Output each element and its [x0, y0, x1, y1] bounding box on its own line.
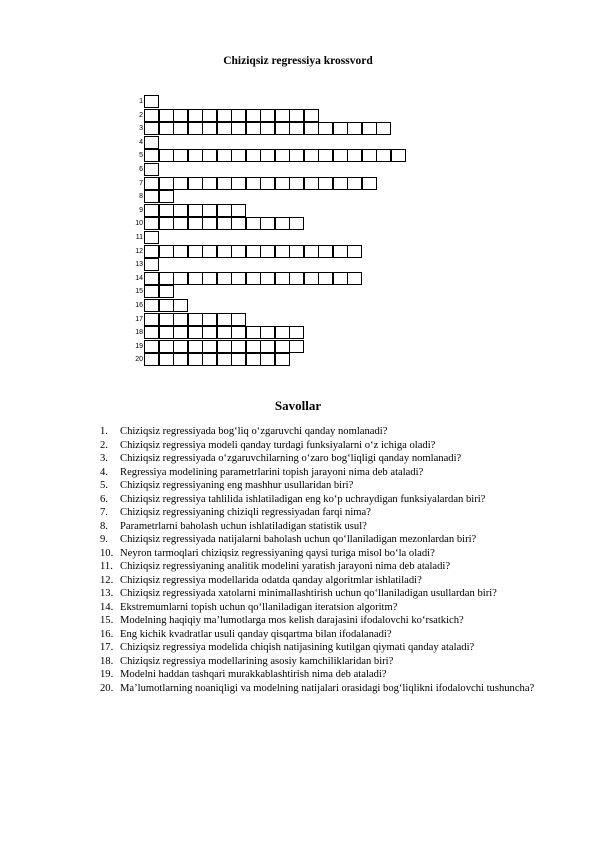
crossword-cell[interactable] [275, 149, 290, 162]
crossword-cell[interactable] [144, 340, 159, 353]
crossword-cell[interactable] [217, 326, 232, 339]
crossword-row-number: 3 [139, 125, 143, 133]
crossword-cell[interactable] [289, 149, 304, 162]
crossword-cell[interactable] [159, 217, 174, 230]
crossword-cell[interactable] [144, 190, 159, 203]
crossword-cell[interactable] [144, 163, 159, 176]
crossword-cell[interactable] [144, 285, 159, 298]
question-item [100, 506, 570, 520]
question-item [100, 520, 570, 534]
crossword-cell[interactable] [231, 109, 246, 122]
crossword-cell[interactable] [289, 122, 304, 135]
crossword-row-number: 12 [135, 247, 143, 255]
question-item [100, 425, 570, 439]
question-number: 11. [100, 561, 113, 572]
crossword-cell[interactable] [231, 340, 246, 353]
question-number: 8. [100, 520, 108, 532]
crossword-cell[interactable] [318, 177, 333, 190]
crossword-cell[interactable] [217, 245, 232, 258]
crossword-cell[interactable] [260, 245, 275, 258]
crossword-cell[interactable] [202, 326, 217, 339]
crossword-cell[interactable] [304, 149, 319, 162]
crossword-cell[interactable] [188, 326, 203, 339]
question-number: 1. [100, 426, 108, 437]
crossword-cell[interactable] [275, 109, 290, 122]
crossword-cell[interactable] [362, 122, 377, 135]
question-text: Chiziqsiz regressiyaning analitik modelini yaratish jarayoni nima deb ataladi? [120, 561, 451, 572]
crossword-cell[interactable] [362, 149, 377, 162]
crossword-cell[interactable] [188, 109, 203, 122]
crossword-cell[interactable] [246, 109, 261, 122]
crossword-cell[interactable] [231, 272, 246, 285]
crossword-cell[interactable] [144, 217, 159, 230]
crossword-cell[interactable] [202, 217, 217, 230]
crossword-cell[interactable] [173, 340, 188, 353]
crossword-cell[interactable] [362, 177, 377, 190]
question-item [100, 479, 570, 493]
question-text: Ekstremumlarni topish uchun qo‘llaniladigan iteratsion algoritm? [120, 601, 398, 613]
crossword-cell[interactable] [173, 217, 188, 230]
crossword-cell[interactable] [202, 204, 217, 217]
crossword-cell[interactable] [231, 313, 246, 326]
question-number: 16. [100, 628, 114, 640]
crossword-cell[interactable] [173, 245, 188, 258]
question-item [100, 574, 570, 588]
crossword-row-number: 13 [135, 261, 143, 269]
crossword-row-number: 20 [135, 356, 143, 364]
crossword-cell[interactable] [217, 109, 232, 122]
question-text: Chiziqsiz regressiyada bog‘liq o‘zgaruvchi qanday nomlanadi? [120, 426, 388, 437]
crossword-cell[interactable] [202, 272, 217, 285]
crossword-cell[interactable] [217, 272, 232, 285]
crossword-cell[interactable] [159, 245, 174, 258]
crossword-row-number: 2 [139, 111, 143, 119]
crossword-cell[interactable] [217, 313, 232, 326]
crossword-cell[interactable] [289, 326, 304, 339]
crossword-cell[interactable] [275, 245, 290, 258]
crossword-cell[interactable] [173, 326, 188, 339]
questions-list [100, 425, 570, 695]
crossword-cell[interactable] [144, 326, 159, 339]
crossword-cell[interactable] [173, 122, 188, 135]
question-number: 12. [100, 574, 114, 586]
crossword-cell[interactable] [289, 340, 304, 353]
question-text: Chiziqsiz regressiya modeli qanday turdagi funksiyalarni o‘z ichiga oladi? [120, 439, 436, 451]
question-number: 20. [100, 682, 114, 694]
crossword-cell[interactable] [231, 177, 246, 190]
crossword-cell[interactable] [246, 245, 261, 258]
crossword-cell[interactable] [173, 177, 188, 190]
crossword-cell[interactable] [289, 177, 304, 190]
crossword-cell[interactable] [159, 177, 174, 190]
crossword-cell[interactable] [159, 272, 174, 285]
question-number: 19. [100, 669, 114, 680]
crossword-cell[interactable] [173, 204, 188, 217]
question-number: 6. [100, 493, 108, 505]
crossword-cell[interactable] [173, 299, 188, 312]
crossword-cell[interactable] [347, 149, 362, 162]
crossword-cell[interactable] [391, 149, 406, 162]
crossword-row-number: 7 [139, 179, 143, 187]
crossword-cell[interactable] [246, 122, 261, 135]
crossword-cell[interactable] [289, 109, 304, 122]
question-item [100, 587, 570, 601]
crossword-cell[interactable] [304, 177, 319, 190]
page-title: Chiziqsiz regressiya krossvord [223, 55, 373, 67]
question-text: Ma’lumotlarning noaniqligi va modelning natijalari orasidagi bog‘liqlikni ifodalovchi tushuncha? [120, 682, 535, 694]
question-item [100, 533, 570, 547]
crossword-cell[interactable] [173, 109, 188, 122]
crossword-cell[interactable] [159, 326, 174, 339]
question-text: Regressiya modelining parametrlarini topish jarayoni nima deb ataladi? [120, 466, 424, 478]
crossword-cell[interactable] [217, 122, 232, 135]
crossword-cell[interactable] [217, 149, 232, 162]
crossword-cell[interactable] [159, 285, 174, 298]
crossword-cell[interactable] [275, 122, 290, 135]
crossword-cell[interactable] [318, 272, 333, 285]
crossword-cell[interactable] [202, 245, 217, 258]
question-text: Chiziqsiz regressiyada o‘zgaruvchilarning o‘zaro bog‘liqligi qanday nomlanadi? [120, 453, 462, 464]
crossword-cell[interactable] [188, 353, 203, 366]
crossword-cell[interactable] [217, 204, 232, 217]
crossword-row-number: 9 [139, 206, 143, 214]
crossword-cell[interactable] [260, 109, 275, 122]
question-text: Modelni haddan tashqari murakkablashtirish nima deb ataladi? [120, 669, 387, 680]
crossword-cell[interactable] [159, 353, 174, 366]
crossword-cell[interactable] [202, 177, 217, 190]
crossword-row-number: 10 [135, 220, 143, 228]
question-item [100, 493, 570, 507]
crossword-cell[interactable] [144, 177, 159, 190]
question-text: Chiziqsiz regressiyada xatolarni minimallashtirish uchun qo‘llaniladigan usullardan biri? [120, 588, 497, 599]
crossword-cell[interactable] [246, 177, 261, 190]
crossword-cell[interactable] [376, 149, 391, 162]
crossword-row-number: 16 [135, 302, 143, 309]
crossword-cell[interactable] [144, 272, 159, 285]
question-text: Neyron tarmoqlari chiziqsiz regressiyaning qaysi turiga misol bo‘la oladi? [120, 547, 435, 559]
crossword-cell[interactable] [217, 217, 232, 230]
crossword-cell[interactable] [304, 245, 319, 258]
question-item [100, 655, 570, 669]
crossword-row-number: 1 [139, 98, 143, 105]
question-text: Parametrlarni baholash uchun ishlatiladigan statistik usul? [120, 520, 367, 532]
crossword-cell[interactable] [260, 149, 275, 162]
crossword-cell[interactable] [260, 326, 275, 339]
crossword-cell[interactable] [260, 217, 275, 230]
crossword-row-number: 14 [135, 274, 143, 282]
crossword-cell[interactable] [260, 122, 275, 135]
crossword-cell[interactable] [246, 217, 261, 230]
crossword-cell[interactable] [231, 326, 246, 339]
crossword-cell[interactable] [159, 340, 174, 353]
crossword-cell[interactable] [275, 272, 290, 285]
question-number: 14. [100, 601, 114, 613]
crossword-cell[interactable] [246, 353, 261, 366]
crossword-cell[interactable] [188, 272, 203, 285]
question-number: 17. [100, 642, 114, 653]
question-text: Chiziqsiz regressiya tahlilida ishlatiladigan eng ko‘p uchraydigan funksiyalardan biri? [120, 493, 486, 505]
question-item [100, 439, 570, 453]
crossword-cell[interactable] [260, 272, 275, 285]
crossword-cell[interactable] [231, 149, 246, 162]
crossword-row-number: 15 [135, 288, 143, 296]
question-item [100, 668, 570, 682]
crossword-cell[interactable] [275, 353, 290, 366]
crossword-cell[interactable] [231, 245, 246, 258]
crossword-cell[interactable] [202, 313, 217, 326]
question-text: Chiziqsiz regressiya modellarining asosiy kamchiliklaridan biri? [120, 655, 394, 667]
crossword-cell[interactable] [188, 122, 203, 135]
question-text: Chiziqsiz regressiyaning chiziqli regressiyadan farqi nima? [120, 507, 371, 518]
question-number: 13. [100, 588, 114, 599]
crossword-cell[interactable] [173, 313, 188, 326]
crossword-cell[interactable] [144, 299, 159, 312]
crossword-cell[interactable] [202, 340, 217, 353]
question-item [100, 641, 570, 655]
question-number: 10. [100, 547, 114, 559]
crossword-cell[interactable] [144, 245, 159, 258]
crossword-cell[interactable] [188, 245, 203, 258]
question-number: 3. [100, 453, 108, 464]
questions-heading: Savollar [274, 398, 322, 413]
crossword-cell[interactable] [289, 217, 304, 230]
question-item [100, 682, 570, 696]
crossword-cell[interactable] [144, 136, 159, 149]
question-text: Chiziqsiz regressiyaning eng mashhur usullaridan biri? [120, 480, 354, 491]
crossword-cell[interactable] [275, 340, 290, 353]
crossword-cell[interactable] [159, 109, 174, 122]
crossword-cell[interactable] [217, 177, 232, 190]
crossword-cell[interactable] [333, 149, 348, 162]
crossword-cell[interactable] [173, 272, 188, 285]
crossword-cell[interactable] [289, 245, 304, 258]
crossword-cell[interactable] [260, 177, 275, 190]
crossword-cell[interactable] [231, 122, 246, 135]
crossword-row-number: 5 [139, 152, 143, 160]
question-number: 18. [100, 655, 114, 667]
crossword-row-number: 8 [139, 193, 143, 201]
question-number: 9. [100, 534, 108, 545]
crossword-cell[interactable] [304, 272, 319, 285]
crossword-cell[interactable] [275, 177, 290, 190]
question-text: Chiziqsiz regressiya modelida chiqish natijasining kutilgan qiymati qanday ataladi? [120, 642, 475, 653]
question-number: 15. [100, 615, 114, 626]
crossword-row-number: 19 [135, 342, 143, 350]
crossword-cell[interactable] [159, 149, 174, 162]
crossword-cell[interactable] [376, 122, 391, 135]
crossword-cell[interactable] [231, 353, 246, 366]
crossword-cell[interactable] [318, 122, 333, 135]
crossword-cell[interactable] [217, 340, 232, 353]
crossword-cell[interactable] [144, 95, 159, 108]
question-item [100, 560, 570, 574]
crossword-cell[interactable] [144, 258, 159, 271]
crossword-cell[interactable] [144, 231, 159, 244]
crossword-row-number: 4 [139, 138, 143, 146]
crossword-cell[interactable] [231, 217, 246, 230]
crossword-cell[interactable] [246, 326, 261, 339]
crossword-cell[interactable] [173, 149, 188, 162]
question-item [100, 452, 570, 466]
crossword-cell[interactable] [347, 272, 362, 285]
question-number: 2. [100, 439, 108, 451]
crossword-cell[interactable] [333, 272, 348, 285]
question-text: Eng kichik kvadratlar usuli qanday qisqartma bilan ifodalanadi? [120, 628, 392, 640]
crossword-cell[interactable] [144, 313, 159, 326]
crossword-cell[interactable] [289, 272, 304, 285]
crossword-cell[interactable] [347, 177, 362, 190]
crossword-cell[interactable] [318, 149, 333, 162]
crossword-cell[interactable] [159, 122, 174, 135]
crossword-cell[interactable] [347, 122, 362, 135]
question-number: 4. [100, 466, 108, 478]
crossword-cell[interactable] [246, 340, 261, 353]
question-item [100, 601, 570, 615]
crossword-cell[interactable] [217, 353, 232, 366]
crossword-row-number: 11 [135, 234, 143, 241]
crossword-row-number: 18 [135, 329, 143, 337]
question-number: 5. [100, 480, 108, 491]
crossword-cell[interactable] [159, 299, 174, 312]
crossword-cell[interactable] [202, 353, 217, 366]
crossword-cell[interactable] [246, 272, 261, 285]
question-item [100, 547, 570, 561]
crossword-cell[interactable] [202, 122, 217, 135]
crossword-cell[interactable] [304, 109, 319, 122]
question-text: Chiziqsiz regressiyada natijalarni baholash uchun qo‘llaniladigan mezonlardan biri? [120, 534, 477, 545]
crossword-cell[interactable] [144, 122, 159, 135]
crossword-cell[interactable] [260, 340, 275, 353]
crossword-cell[interactable] [231, 204, 246, 217]
crossword-cell[interactable] [333, 122, 348, 135]
crossword-cell[interactable] [333, 177, 348, 190]
crossword-cell[interactable] [246, 149, 261, 162]
question-text: Chiziqsiz regressiya modellarida odatda qanday algoritmlar ishlatiladi? [120, 574, 422, 586]
crossword-cell[interactable] [159, 204, 174, 217]
crossword-row-number: 6 [139, 166, 143, 173]
crossword-cell[interactable] [260, 353, 275, 366]
crossword-cell[interactable] [173, 353, 188, 366]
crossword-cell[interactable] [275, 326, 290, 339]
crossword-cell[interactable] [347, 245, 362, 258]
crossword-cell[interactable] [275, 217, 290, 230]
crossword-cell[interactable] [188, 313, 203, 326]
crossword-cell[interactable] [333, 245, 348, 258]
crossword-cell[interactable] [188, 340, 203, 353]
question-item [100, 628, 570, 642]
question-number: 7. [100, 507, 108, 518]
crossword-cell[interactable] [144, 353, 159, 366]
crossword-cell[interactable] [188, 204, 203, 217]
crossword-cell[interactable] [188, 149, 203, 162]
crossword-row-number: 17 [135, 315, 143, 323]
crossword-cell[interactable] [159, 190, 174, 203]
crossword-cell[interactable] [318, 245, 333, 258]
crossword-cell[interactable] [188, 217, 203, 230]
crossword-cell[interactable] [144, 109, 159, 122]
question-text: Modelning haqiqiy ma’lumotlarga mos kelish darajasini ifodalovchi ko‘rsatkich? [120, 615, 464, 626]
crossword-cell[interactable] [144, 204, 159, 217]
crossword-cell[interactable] [202, 149, 217, 162]
crossword-cell[interactable] [304, 122, 319, 135]
question-item [100, 466, 570, 480]
crossword-cell[interactable] [159, 313, 174, 326]
crossword-cell[interactable] [144, 149, 159, 162]
crossword-cell[interactable] [202, 109, 217, 122]
crossword-cell[interactable] [188, 177, 203, 190]
question-item [100, 614, 570, 628]
